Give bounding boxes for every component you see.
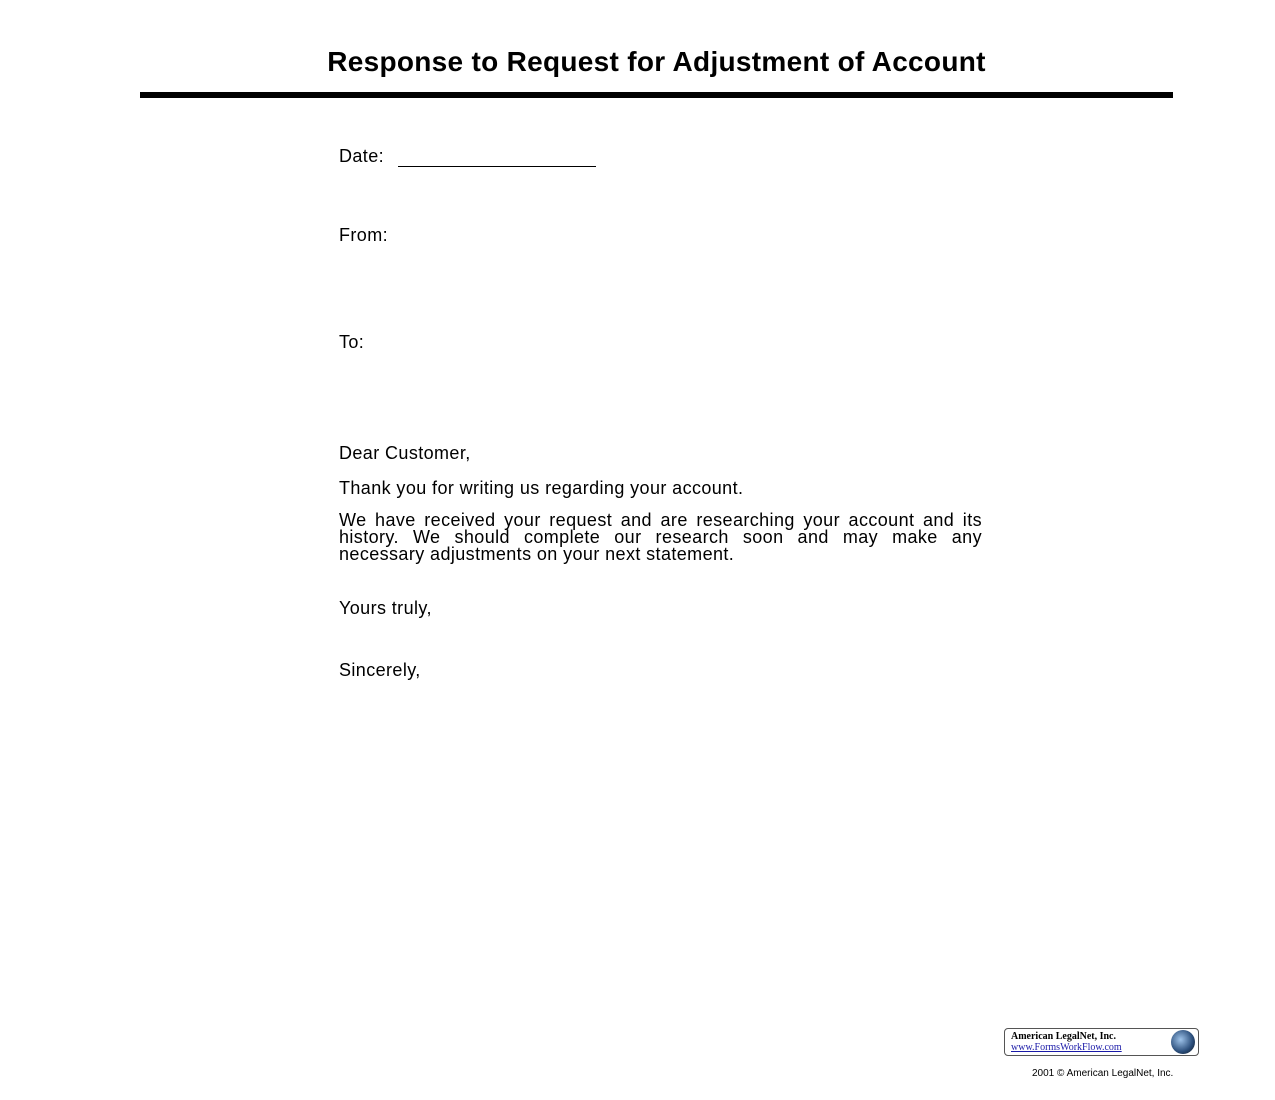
closing-yours-truly: Yours truly, — [339, 598, 432, 618]
date-blank[interactable] — [398, 148, 596, 167]
logo-url-link[interactable]: www.FormsWorkFlow.com — [1011, 1042, 1122, 1053]
footer-logo — [1004, 1028, 1199, 1056]
title-rule — [140, 92, 1173, 98]
salutation: Dear Customer, — [339, 443, 471, 463]
date-row — [339, 146, 596, 167]
body-paragraph: We have received your request and are researching your account and its history. We should complete our research soon and may make any necessary adjustments on your next statement. — [339, 510, 982, 564]
page-title: Response to Request for Adjustment of Account — [327, 46, 986, 77]
to-label: To: — [339, 332, 365, 352]
from-label: From: — [339, 225, 388, 245]
copyright: 2001 © American LegalNet, Inc. — [1032, 1068, 1174, 1079]
date-label: Date: — [339, 146, 385, 166]
globe-icon — [1171, 1030, 1195, 1054]
intro-line: Thank you for writing us regarding your account. — [339, 478, 744, 498]
logo-company: American LegalNet, Inc. — [1011, 1031, 1116, 1042]
closing-sincerely: Sincerely, — [339, 660, 421, 680]
